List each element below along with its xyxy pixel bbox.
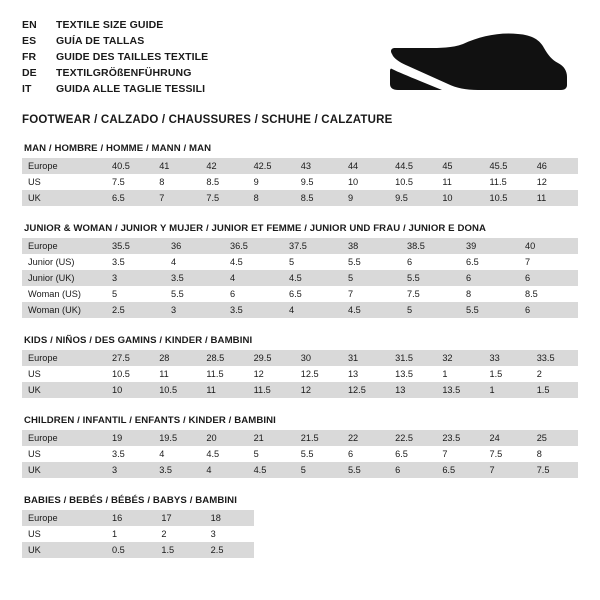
row-label: Europe	[22, 158, 106, 174]
cell: 21.5	[295, 430, 342, 446]
cell: 13.5	[389, 366, 436, 382]
table-row	[22, 270, 578, 286]
row-label: US	[22, 446, 106, 462]
cell: 1	[106, 526, 155, 542]
table-row	[22, 446, 578, 462]
cell: 22.5	[389, 430, 436, 446]
row-label: Europe	[22, 238, 106, 254]
section-children	[22, 415, 578, 478]
cell: 5.5	[460, 302, 519, 318]
cell: 9.5	[389, 190, 436, 206]
cell: 10	[106, 382, 153, 398]
section-title: MAN / HOMBRE / HOMME / MANN / MAN	[24, 143, 212, 154]
cell: 0.5	[106, 542, 155, 558]
cell: 9	[248, 174, 295, 190]
table-row	[22, 542, 254, 558]
cell: 1.5	[484, 366, 531, 382]
cell: 9.5	[295, 174, 342, 190]
language-row	[22, 34, 208, 49]
cell: 5	[283, 254, 342, 270]
dress-shoe-icon	[368, 22, 568, 100]
section-man	[22, 143, 578, 206]
cell: 20	[200, 430, 247, 446]
table-row	[22, 190, 578, 206]
cell: 4.5	[200, 446, 247, 462]
row-label: US	[22, 174, 106, 190]
cell: 11	[436, 174, 483, 190]
cell: 24	[484, 430, 531, 446]
cell: 7	[153, 190, 200, 206]
cell: 12.5	[295, 366, 342, 382]
cell: 4	[165, 254, 224, 270]
cell: 44	[342, 158, 389, 174]
cell: 42	[200, 158, 247, 174]
cell: 8	[248, 190, 295, 206]
language-row	[22, 50, 208, 65]
section-title: KIDS / NIÑOS / DES GAMINS / KINDER / BAMBINI	[24, 335, 253, 346]
section-title: JUNIOR & WOMAN / JUNIOR Y MUJER / JUNIOR ET FEMME / JUNIOR UND FRAU / JUNIOR E DONA	[24, 223, 487, 234]
section-babies	[22, 495, 578, 558]
cell: 6.5	[460, 254, 519, 270]
cell: 36	[165, 238, 224, 254]
cell: 6	[224, 286, 283, 302]
row-label: UK	[22, 190, 106, 206]
cell: 25	[531, 430, 578, 446]
page-header	[22, 18, 578, 100]
table-row	[22, 158, 578, 174]
cell: 40.5	[106, 158, 153, 174]
cell: 21	[248, 430, 295, 446]
row-label: Woman (US)	[22, 286, 106, 302]
table-row	[22, 510, 254, 526]
row-label: Junior (UK)	[22, 270, 106, 286]
cell: 37.5	[283, 238, 342, 254]
language-title: GUÍA DE TALLAS	[56, 35, 145, 47]
language-code: ES	[22, 35, 37, 47]
cell: 11	[531, 190, 578, 206]
cell: 35.5	[106, 238, 165, 254]
cell: 10.5	[484, 190, 531, 206]
row-label: UK	[22, 382, 106, 398]
cell: 31	[342, 350, 389, 366]
cell: 3.5	[106, 446, 153, 462]
cell: 45	[436, 158, 483, 174]
cell: 11	[153, 366, 200, 382]
cell: 5	[342, 270, 401, 286]
footwear-section-title: FOOTWEAR / CALZADO / CHAUSSURES / SCHUHE / CALZATURE	[22, 114, 393, 126]
cell: 2	[155, 526, 204, 542]
table-row	[22, 286, 578, 302]
table-row	[22, 526, 254, 542]
cell: 8	[460, 286, 519, 302]
cell: 5.5	[165, 286, 224, 302]
cell: 30	[295, 350, 342, 366]
cell: 40	[519, 238, 578, 254]
cell: 2.5	[205, 542, 254, 558]
cell: 17	[155, 510, 204, 526]
row-label: UK	[22, 542, 106, 558]
cell: 3.5	[153, 462, 200, 478]
cell: 38	[342, 238, 401, 254]
cell: 42.5	[248, 158, 295, 174]
language-code: IT	[22, 83, 32, 95]
cell: 22	[342, 430, 389, 446]
cell: 3	[165, 302, 224, 318]
cell: 3.5	[224, 302, 283, 318]
cell: 2	[531, 366, 578, 382]
cell: 6	[401, 254, 460, 270]
cell: 5	[106, 286, 165, 302]
cell: 1.5	[531, 382, 578, 398]
cell: 3	[106, 270, 165, 286]
cell: 13.5	[436, 382, 483, 398]
cell: 10	[342, 174, 389, 190]
cell: 4	[153, 446, 200, 462]
cell: 39	[460, 238, 519, 254]
cell: 1.5	[155, 542, 204, 558]
language-title: TEXTILGRÖßENFÜHRUNG	[56, 67, 192, 79]
cell: 28.5	[200, 350, 247, 366]
cell: 31.5	[389, 350, 436, 366]
cell: 3	[205, 526, 254, 542]
cell: 10.5	[389, 174, 436, 190]
cell: 7.5	[106, 174, 153, 190]
section-kids	[22, 335, 578, 398]
table-row	[22, 350, 578, 366]
cell: 7.5	[484, 446, 531, 462]
cell: 8.5	[200, 174, 247, 190]
language-row	[22, 18, 208, 33]
cell: 5	[401, 302, 460, 318]
table-row	[22, 462, 578, 478]
cell: 6.5	[389, 446, 436, 462]
language-code: EN	[22, 19, 37, 31]
cell: 7.5	[531, 462, 578, 478]
size-table-babies	[22, 510, 254, 558]
cell: 5.5	[401, 270, 460, 286]
cell: 46	[531, 158, 578, 174]
language-row	[22, 66, 208, 81]
cell: 38.5	[401, 238, 460, 254]
table-row	[22, 302, 578, 318]
cell: 5	[295, 462, 342, 478]
cell: 33	[484, 350, 531, 366]
cell: 7	[484, 462, 531, 478]
cell: 6	[519, 270, 578, 286]
language-title: GUIDA ALLE TAGLIE TESSILI	[56, 83, 206, 95]
cell: 6	[342, 446, 389, 462]
size-table-man	[22, 158, 578, 206]
cell: 1	[484, 382, 531, 398]
cell: 19.5	[153, 430, 200, 446]
cell: 11.5	[200, 366, 247, 382]
row-label: UK	[22, 462, 106, 478]
table-row	[22, 430, 578, 446]
cell: 44.5	[389, 158, 436, 174]
cell: 3	[106, 462, 153, 478]
cell: 4	[224, 270, 283, 286]
cell: 8	[153, 174, 200, 190]
cell: 13	[389, 382, 436, 398]
cell: 27.5	[106, 350, 153, 366]
cell: 4.5	[248, 462, 295, 478]
table-row	[22, 238, 578, 254]
cell: 33.5	[531, 350, 578, 366]
size-table-children	[22, 430, 578, 478]
cell: 5	[248, 446, 295, 462]
row-label: Europe	[22, 350, 106, 366]
cell: 4.5	[342, 302, 401, 318]
cell: 43	[295, 158, 342, 174]
cell: 10.5	[153, 382, 200, 398]
cell: 11.5	[484, 174, 531, 190]
cell: 32	[436, 350, 483, 366]
section-title: BABIES / BEBÉS / BÉBÉS / BABYS / BAMBINI	[24, 495, 237, 506]
cell: 7	[342, 286, 401, 302]
cell: 2.5	[106, 302, 165, 318]
cell: 41	[153, 158, 200, 174]
row-label: Europe	[22, 430, 106, 446]
cell: 10	[436, 190, 483, 206]
cell: 11.5	[248, 382, 295, 398]
row-label: Junior (US)	[22, 254, 106, 270]
size-table-junior-woman	[22, 238, 578, 318]
table-row	[22, 174, 578, 190]
cell: 16	[106, 510, 155, 526]
cell: 4	[200, 462, 247, 478]
cell: 12.5	[342, 382, 389, 398]
section-title: CHILDREN / INFANTIL / ENFANTS / KINDER / BAMBINI	[24, 415, 276, 426]
cell: 4	[283, 302, 342, 318]
cell: 7	[519, 254, 578, 270]
row-label: US	[22, 366, 106, 382]
cell: 18	[205, 510, 254, 526]
section-junior-woman	[22, 223, 578, 318]
cell: 6.5	[283, 286, 342, 302]
cell: 4.5	[283, 270, 342, 286]
cell: 3.5	[106, 254, 165, 270]
cell: 4.5	[224, 254, 283, 270]
cell: 6	[519, 302, 578, 318]
cell: 7.5	[200, 190, 247, 206]
table-row	[22, 366, 578, 382]
cell: 10.5	[106, 366, 153, 382]
cell: 1	[436, 366, 483, 382]
cell: 12	[248, 366, 295, 382]
cell: 7	[436, 446, 483, 462]
language-title: TEXTILE SIZE GUIDE	[56, 19, 164, 31]
cell: 12	[295, 382, 342, 398]
cell: 5.5	[342, 462, 389, 478]
cell: 7.5	[401, 286, 460, 302]
cell: 8.5	[295, 190, 342, 206]
cell: 45.5	[484, 158, 531, 174]
cell: 9	[342, 190, 389, 206]
cell: 6.5	[436, 462, 483, 478]
row-label: US	[22, 526, 106, 542]
cell: 8.5	[519, 286, 578, 302]
cell: 19	[106, 430, 153, 446]
row-label: Woman (UK)	[22, 302, 106, 318]
language-row	[22, 82, 208, 97]
cell: 5.5	[342, 254, 401, 270]
table-row	[22, 254, 578, 270]
cell: 13	[342, 366, 389, 382]
size-table-kids	[22, 350, 578, 398]
cell: 28	[153, 350, 200, 366]
cell: 6	[460, 270, 519, 286]
row-label: Europe	[22, 510, 106, 526]
cell: 5.5	[295, 446, 342, 462]
language-title: GUIDE DES TAILLES TEXTILE	[56, 51, 209, 63]
cell: 12	[531, 174, 578, 190]
table-row	[22, 382, 578, 398]
cell: 23.5	[436, 430, 483, 446]
cell: 8	[531, 446, 578, 462]
language-code: FR	[22, 51, 37, 63]
cell: 29.5	[248, 350, 295, 366]
cell: 11	[200, 382, 247, 398]
language-title-list	[22, 18, 208, 97]
cell: 6.5	[106, 190, 153, 206]
cell: 6	[389, 462, 436, 478]
language-code: DE	[22, 67, 37, 79]
cell: 3.5	[165, 270, 224, 286]
cell: 36.5	[224, 238, 283, 254]
